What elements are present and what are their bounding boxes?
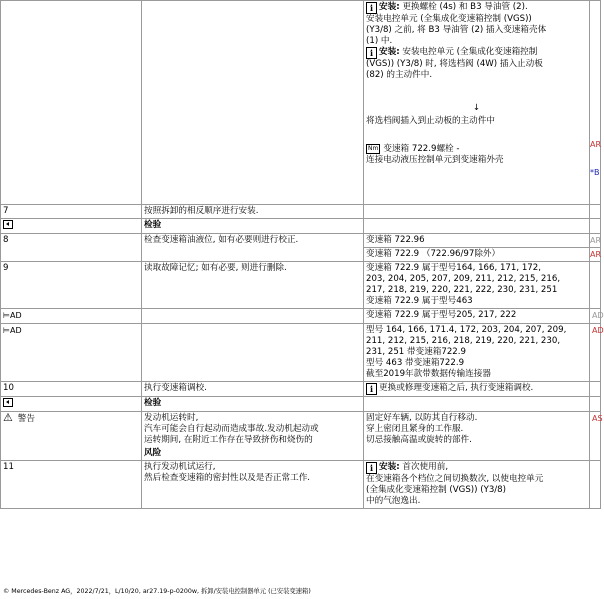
step-11-row	[1, 461, 601, 509]
step-6-row	[1, 1, 601, 205]
torque-link[interactable]: *B	[590, 168, 600, 177]
risk-label: 风险	[144, 448, 162, 458]
step-number: 8	[1, 234, 142, 262]
warning-text: 发动机运转时, 汽车可能会自行起动而造成事故.发动机起动或 运转期间, 在附近工作存在导致挤伤和烧伤的 风险	[142, 412, 364, 461]
ad-row-1	[1, 309, 601, 324]
info-icon: i	[366, 47, 377, 59]
check-label: 检验	[142, 397, 364, 412]
doc-link-ar[interactable]: AR	[590, 140, 602, 149]
ad-label: AD	[9, 326, 22, 335]
ad-row-2	[1, 324, 601, 382]
step-text: 按照拆卸的相反顺序进行安装.	[142, 205, 364, 219]
test-icon	[3, 220, 13, 229]
spec-link[interactable]: 变速箱 722.9 （722.96/97除外）	[366, 249, 501, 259]
step-text: 执行发动机试运行, 然后检查变速箱的密封性以及是否正常工作.	[142, 461, 364, 509]
selector-note: 将选档阀插入到止动板的主动件中	[366, 116, 495, 126]
diagnosis-icon: ⊨	[3, 311, 10, 320]
step-9-row	[1, 262, 601, 309]
step-text: 读取故障记忆; 如有必要, 则进行删除.	[142, 262, 364, 309]
warning-label: 警告	[15, 414, 35, 424]
step-number: 11	[1, 461, 142, 509]
check-label: 检验	[142, 219, 364, 234]
doc-link-as[interactable]: AS	[592, 414, 603, 423]
install-notes: i 安装: 更换螺栓 (4s) 和 B3 导油管 (2). 安装电控单元 (全集成化变速箱控制 (VGS)) (Y3/8) 之前, 将 B3 导油管 (2) 插入变速箱壳体 (1) 中. i 安装: 安装电控单元 (全集成化变速箱控制 (VGS)) (Y3/8) 时, 将选档阀 (4W) 插入止动板 (82) 的主动件中. ↓ 将选档阀插入到止动板的主动件中 Nm 变速箱 722.9螺栓 - 连接电动液压控制单元到变速箱外壳	[364, 1, 590, 205]
test-icon	[3, 398, 13, 407]
doc-link-ad[interactable]: AD	[592, 311, 604, 320]
down-arrow-icon: ↓	[472, 103, 481, 113]
copyright-footer: © Mercedes-Benz AG，2022/7/21，L/10/20, ar27.19-p-0200w, 拆卸/安装电控制器单元 (已安装变速箱)	[3, 588, 311, 595]
info-icon: i	[366, 383, 377, 395]
step-text: 执行变速箱调校.	[142, 382, 364, 397]
diagnosis-icon: ⊨	[3, 326, 10, 335]
info-icon: i	[366, 462, 377, 474]
step-number: 10	[1, 382, 142, 397]
step-10-row	[1, 382, 601, 397]
warning-icon: ⚠	[3, 411, 13, 424]
model-spec: 变速箱 722.9 属于型号205, 217, 222	[364, 309, 590, 324]
spec-link[interactable]: 变速箱 722.96	[364, 234, 589, 248]
info-icon: i	[366, 2, 377, 14]
step-8-row	[1, 234, 601, 262]
torque-icon: Nm	[368, 145, 379, 152]
install-note: i 安装: 首次使用前, 在变速箱各个档位之间切换数次, 以使电控单元 (全集成化变速箱控制 (VGS)) (Y3/8) 中的气泡逸出.	[364, 461, 590, 509]
step-number: 9	[1, 262, 142, 309]
model-spec: 型号 164, 166, 171.4, 172, 203, 204, 207, 209, 211, 212, 215, 216, 218, 219, 220, 221, 230, 231, 251 带变速箱722.9 型号 463 带变速箱722.9 截至2019年款带数据传输连接器	[364, 324, 590, 382]
adaptation-note: 更换或修理变速箱之后, 执行变速箱调校.	[379, 383, 534, 393]
check-row	[1, 219, 601, 234]
doc-link-ar[interactable]: AR	[590, 250, 602, 259]
step-7-row	[1, 205, 601, 219]
step-number: 7	[1, 205, 142, 219]
check-row	[1, 397, 601, 412]
ad-label: AD	[9, 311, 22, 320]
model-spec: 变速箱 722.9 属于型号164, 166, 171, 172, 203, 204, 205, 207, 209, 211, 212, 215, 216, 217, 218, 219, 220, 221, 222, 230, 231, 251 变速箱 722.9 属于型号463	[364, 262, 590, 309]
doc-link-ad[interactable]: AD	[592, 326, 604, 335]
warning-row	[1, 412, 601, 461]
warning-measures: 固定好车辆, 以防其自行移动. 穿上密闭且紧身的工作服. 切忌接触高温或旋转的部件.	[364, 412, 590, 461]
doc-link-ar[interactable]: AR	[590, 234, 600, 248]
step-text: 检查变速箱油液位, 如有必要则进行校正.	[142, 234, 364, 262]
